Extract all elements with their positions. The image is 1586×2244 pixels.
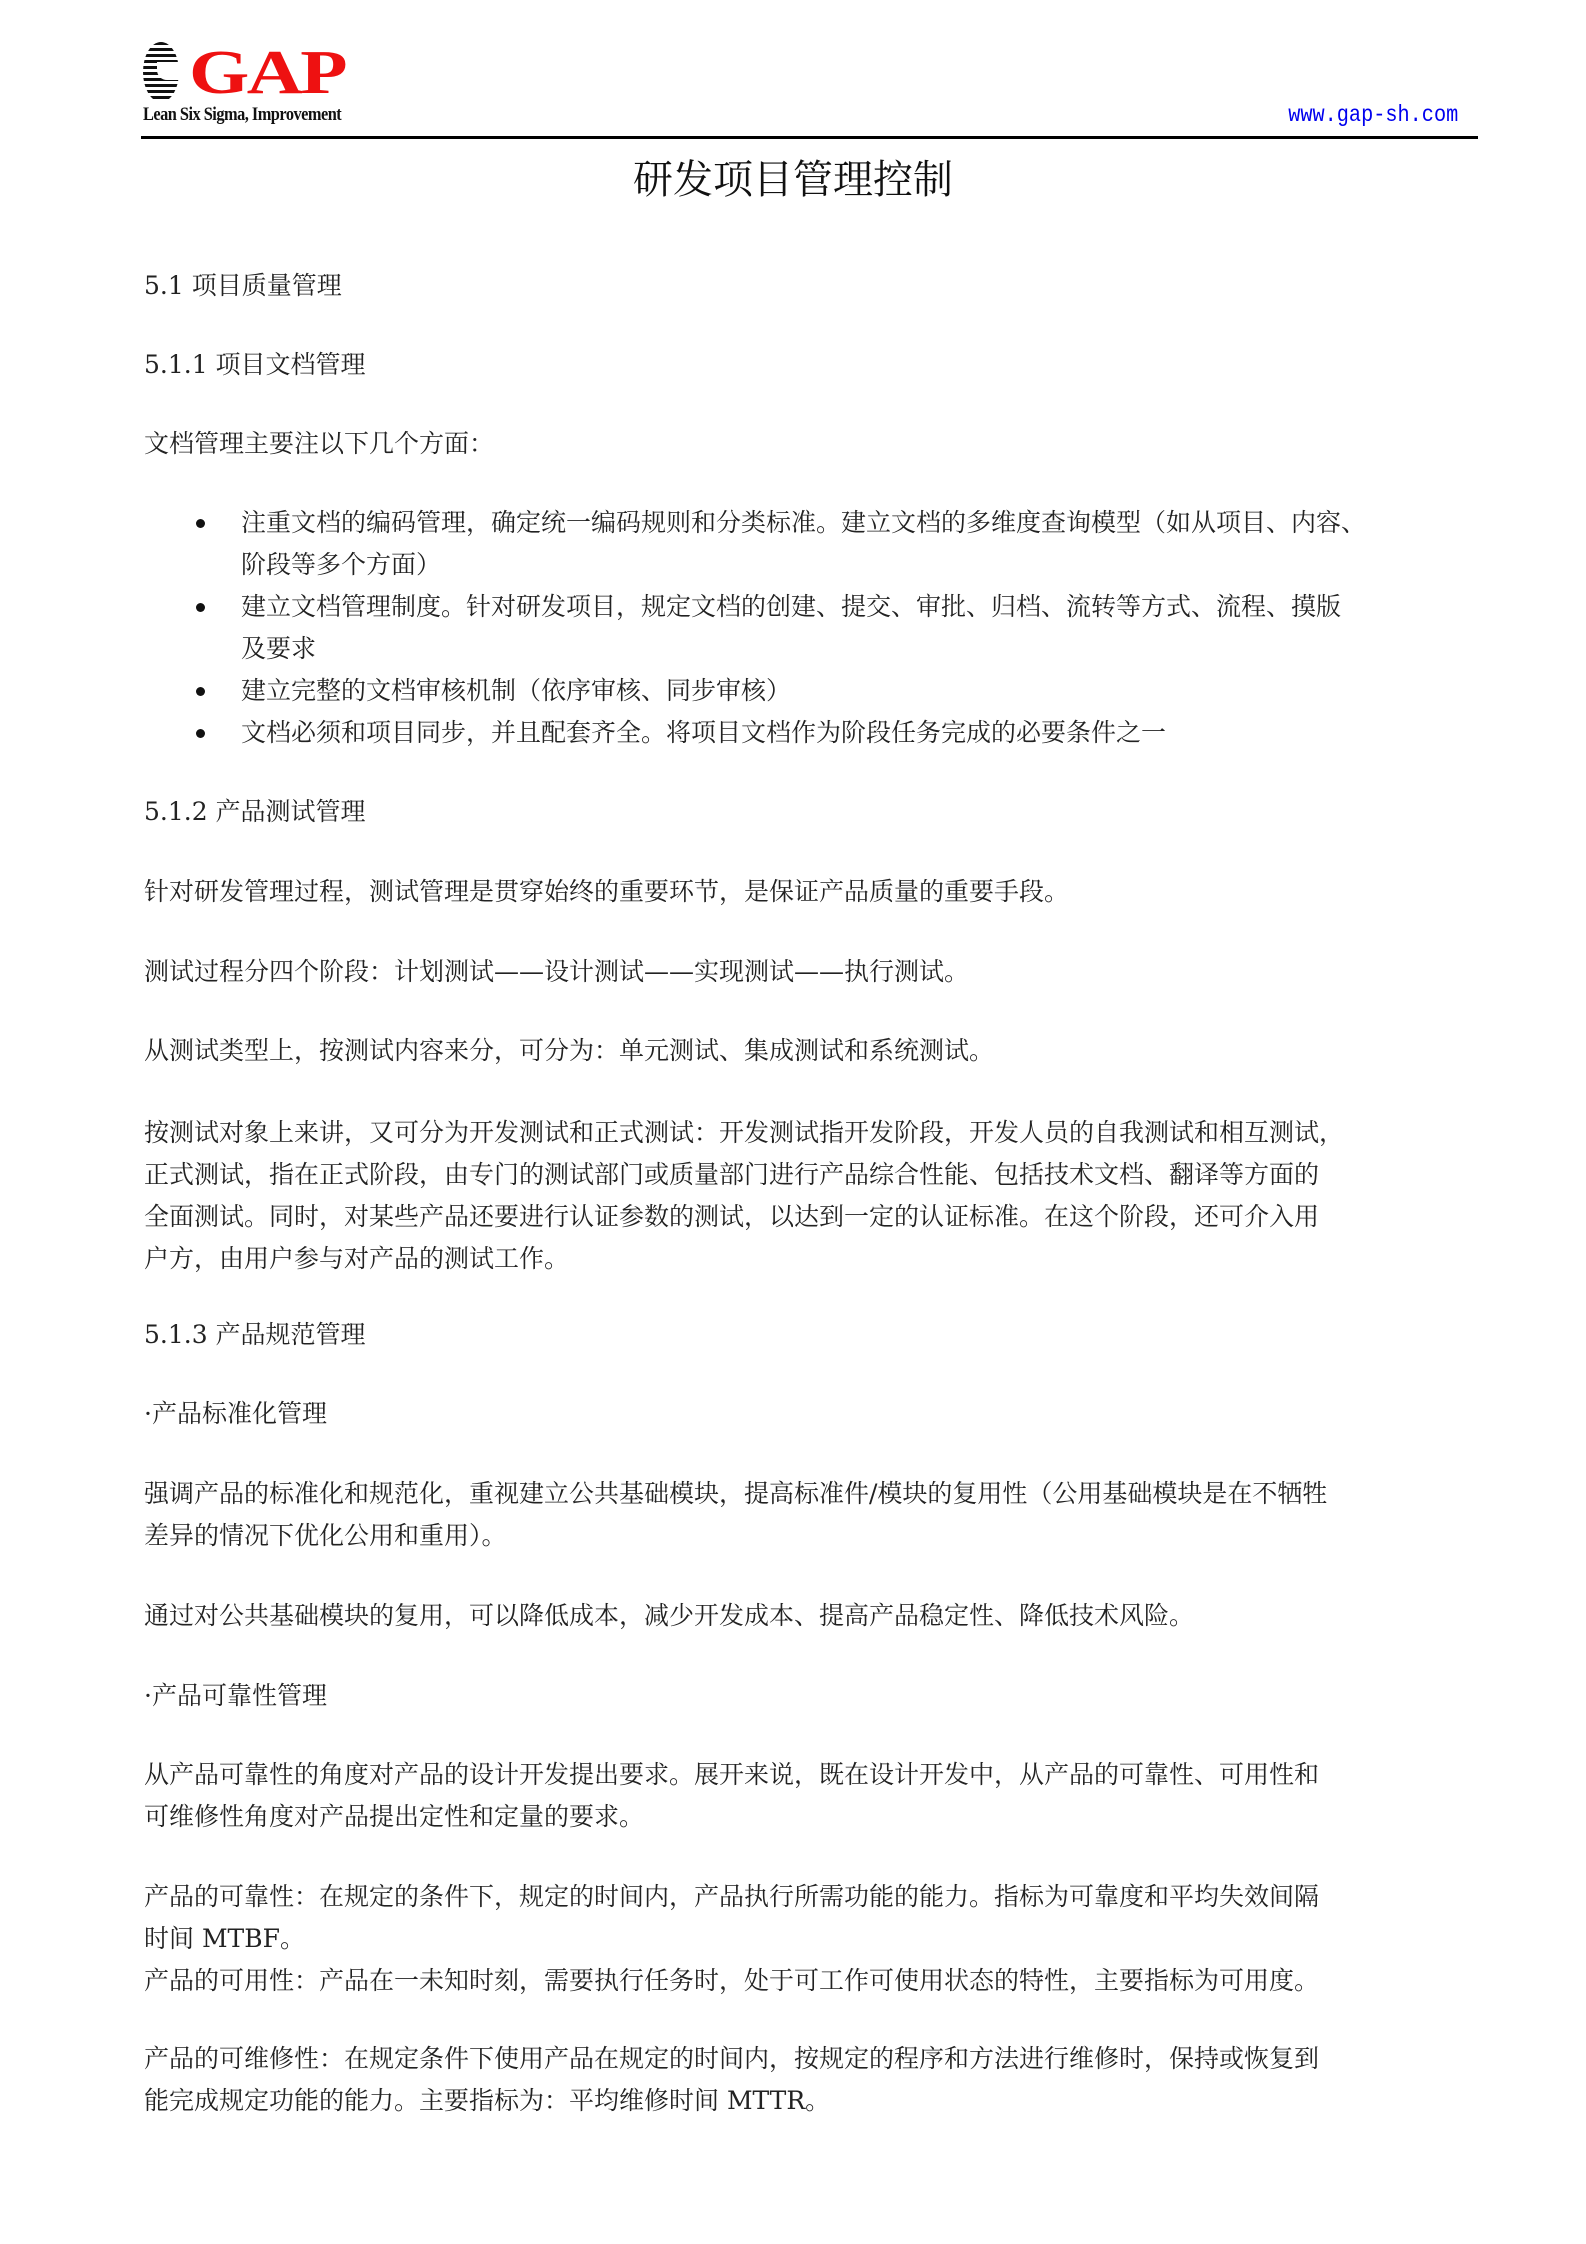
maintainability-paragraph: 产品的可维修性：在规定条件下使用产品在规定的时间内，按规定的程序和方法进行维修时，保持或恢复到 能完成规定功能的能力。主要指标为：平均维修时间 MTTR。 bbox=[144, 2044, 1320, 2115]
header-divider bbox=[141, 136, 1478, 139]
test-paragraph-4: 按测试对象上来讲，又可分为开发测试和正式测试：开发测试指开发阶段，开发人员的自我测试和相互测试， 正式测试，指在正式阶段，由专门的测试部门或质量部门进行产品综合性能、包括技术文档、翻译等方面的 全面测试。同时，对某些产品还要进行认证参数的测试，以达到一定的认证标准。在这个阶段，还可介入用 户方，由用户参与对产品的测试工作。 bbox=[144, 1118, 1345, 1273]
logo-tagline: Lean Six Sigma, Improvement bbox=[143, 104, 342, 125]
reliability-paragraph-2: 产品的可靠性：在规定的条件下，规定的时间内，产品执行所需功能的能力。指标为可靠度和平均失效间隔 时间 MTBF。 产品的可用性：产品在一未知时刻，需要执行任务时，处于可工作可使用状态的特性，主要指标为可用度。 bbox=[144, 1882, 1320, 1995]
test-paragraph-1: 针对研发管理过程，测试管理是贯穿始终的重要环节，是保证产品质量的重要手段。 bbox=[144, 877, 1070, 906]
logo-emblem-icon bbox=[143, 42, 179, 102]
section-heading-5-1: 5.1 项目质量管理 bbox=[144, 271, 342, 300]
bullet-icon bbox=[196, 603, 205, 612]
website-link[interactable]: www.gap-sh.com bbox=[1287, 102, 1458, 128]
logo-brand-text: GAP bbox=[189, 39, 346, 107]
doc-management-list bbox=[144, 502, 1474, 754]
section-heading-5-1-2: 5.1.2 产品测试管理 bbox=[144, 797, 366, 826]
list-item: 文档必须和项目同步，并且配套齐全。将项目文档作为阶段任务完成的必要条件之一 bbox=[144, 712, 1474, 754]
section-heading-5-1-3: 5.1.3 产品规范管理 bbox=[144, 1320, 366, 1349]
bullet-icon bbox=[196, 729, 205, 738]
test-paragraph-3: 从测试类型上，按测试内容来分，可分为：单元测试、集成测试和系统测试。 bbox=[144, 1036, 995, 1065]
bullet-icon bbox=[196, 687, 205, 696]
reliability-paragraph-1: 从产品可靠性的角度对产品的设计开发提出要求。展开来说，既在设计开发中，从产品的可靠性、可用性和 可维修性角度对产品提出定性和定量的要求。 bbox=[144, 1760, 1320, 1831]
section-heading-5-1-1: 5.1.1 项目文档管理 bbox=[144, 350, 366, 379]
page-title: 研发项目管理控制 bbox=[633, 157, 953, 203]
list-item: 注重文档的编码管理，确定统一编码规则和分类标准。建立文档的多维度查询模型（如从项目、内容、 阶段等多个方面） bbox=[144, 502, 1474, 586]
bullet-icon bbox=[196, 519, 205, 528]
standardization-paragraph-1: 强调产品的标准化和规范化，重视建立公共基础模块，提高标准件/模块的复用性（公用基础模块是在不牺牲 差异的情况下优化公用和重用）。 bbox=[144, 1479, 1328, 1550]
test-paragraph-2: 测试过程分四个阶段：计划测试——设计测试——实现测试——执行测试。 bbox=[144, 957, 970, 986]
company-logo bbox=[143, 39, 346, 130]
standardization-paragraph-2: 通过对公共基础模块的复用，可以降低成本，减少开发成本、提高产品稳定性、降低技术风险。 bbox=[144, 1601, 1195, 1630]
standardization-heading: ·产品标准化管理 bbox=[144, 1399, 327, 1428]
list-item: 建立文档管理制度。针对研发项目，规定文档的创建、提交、审批、归档、流转等方式、流程、摸版 及要求 bbox=[144, 586, 1474, 670]
list-item: 建立完整的文档审核机制（依序审核、同步审核） bbox=[144, 670, 1474, 712]
doc-intro-paragraph: 文档管理主要注以下几个方面： bbox=[144, 429, 495, 458]
reliability-heading: ·产品可靠性管理 bbox=[144, 1681, 327, 1710]
